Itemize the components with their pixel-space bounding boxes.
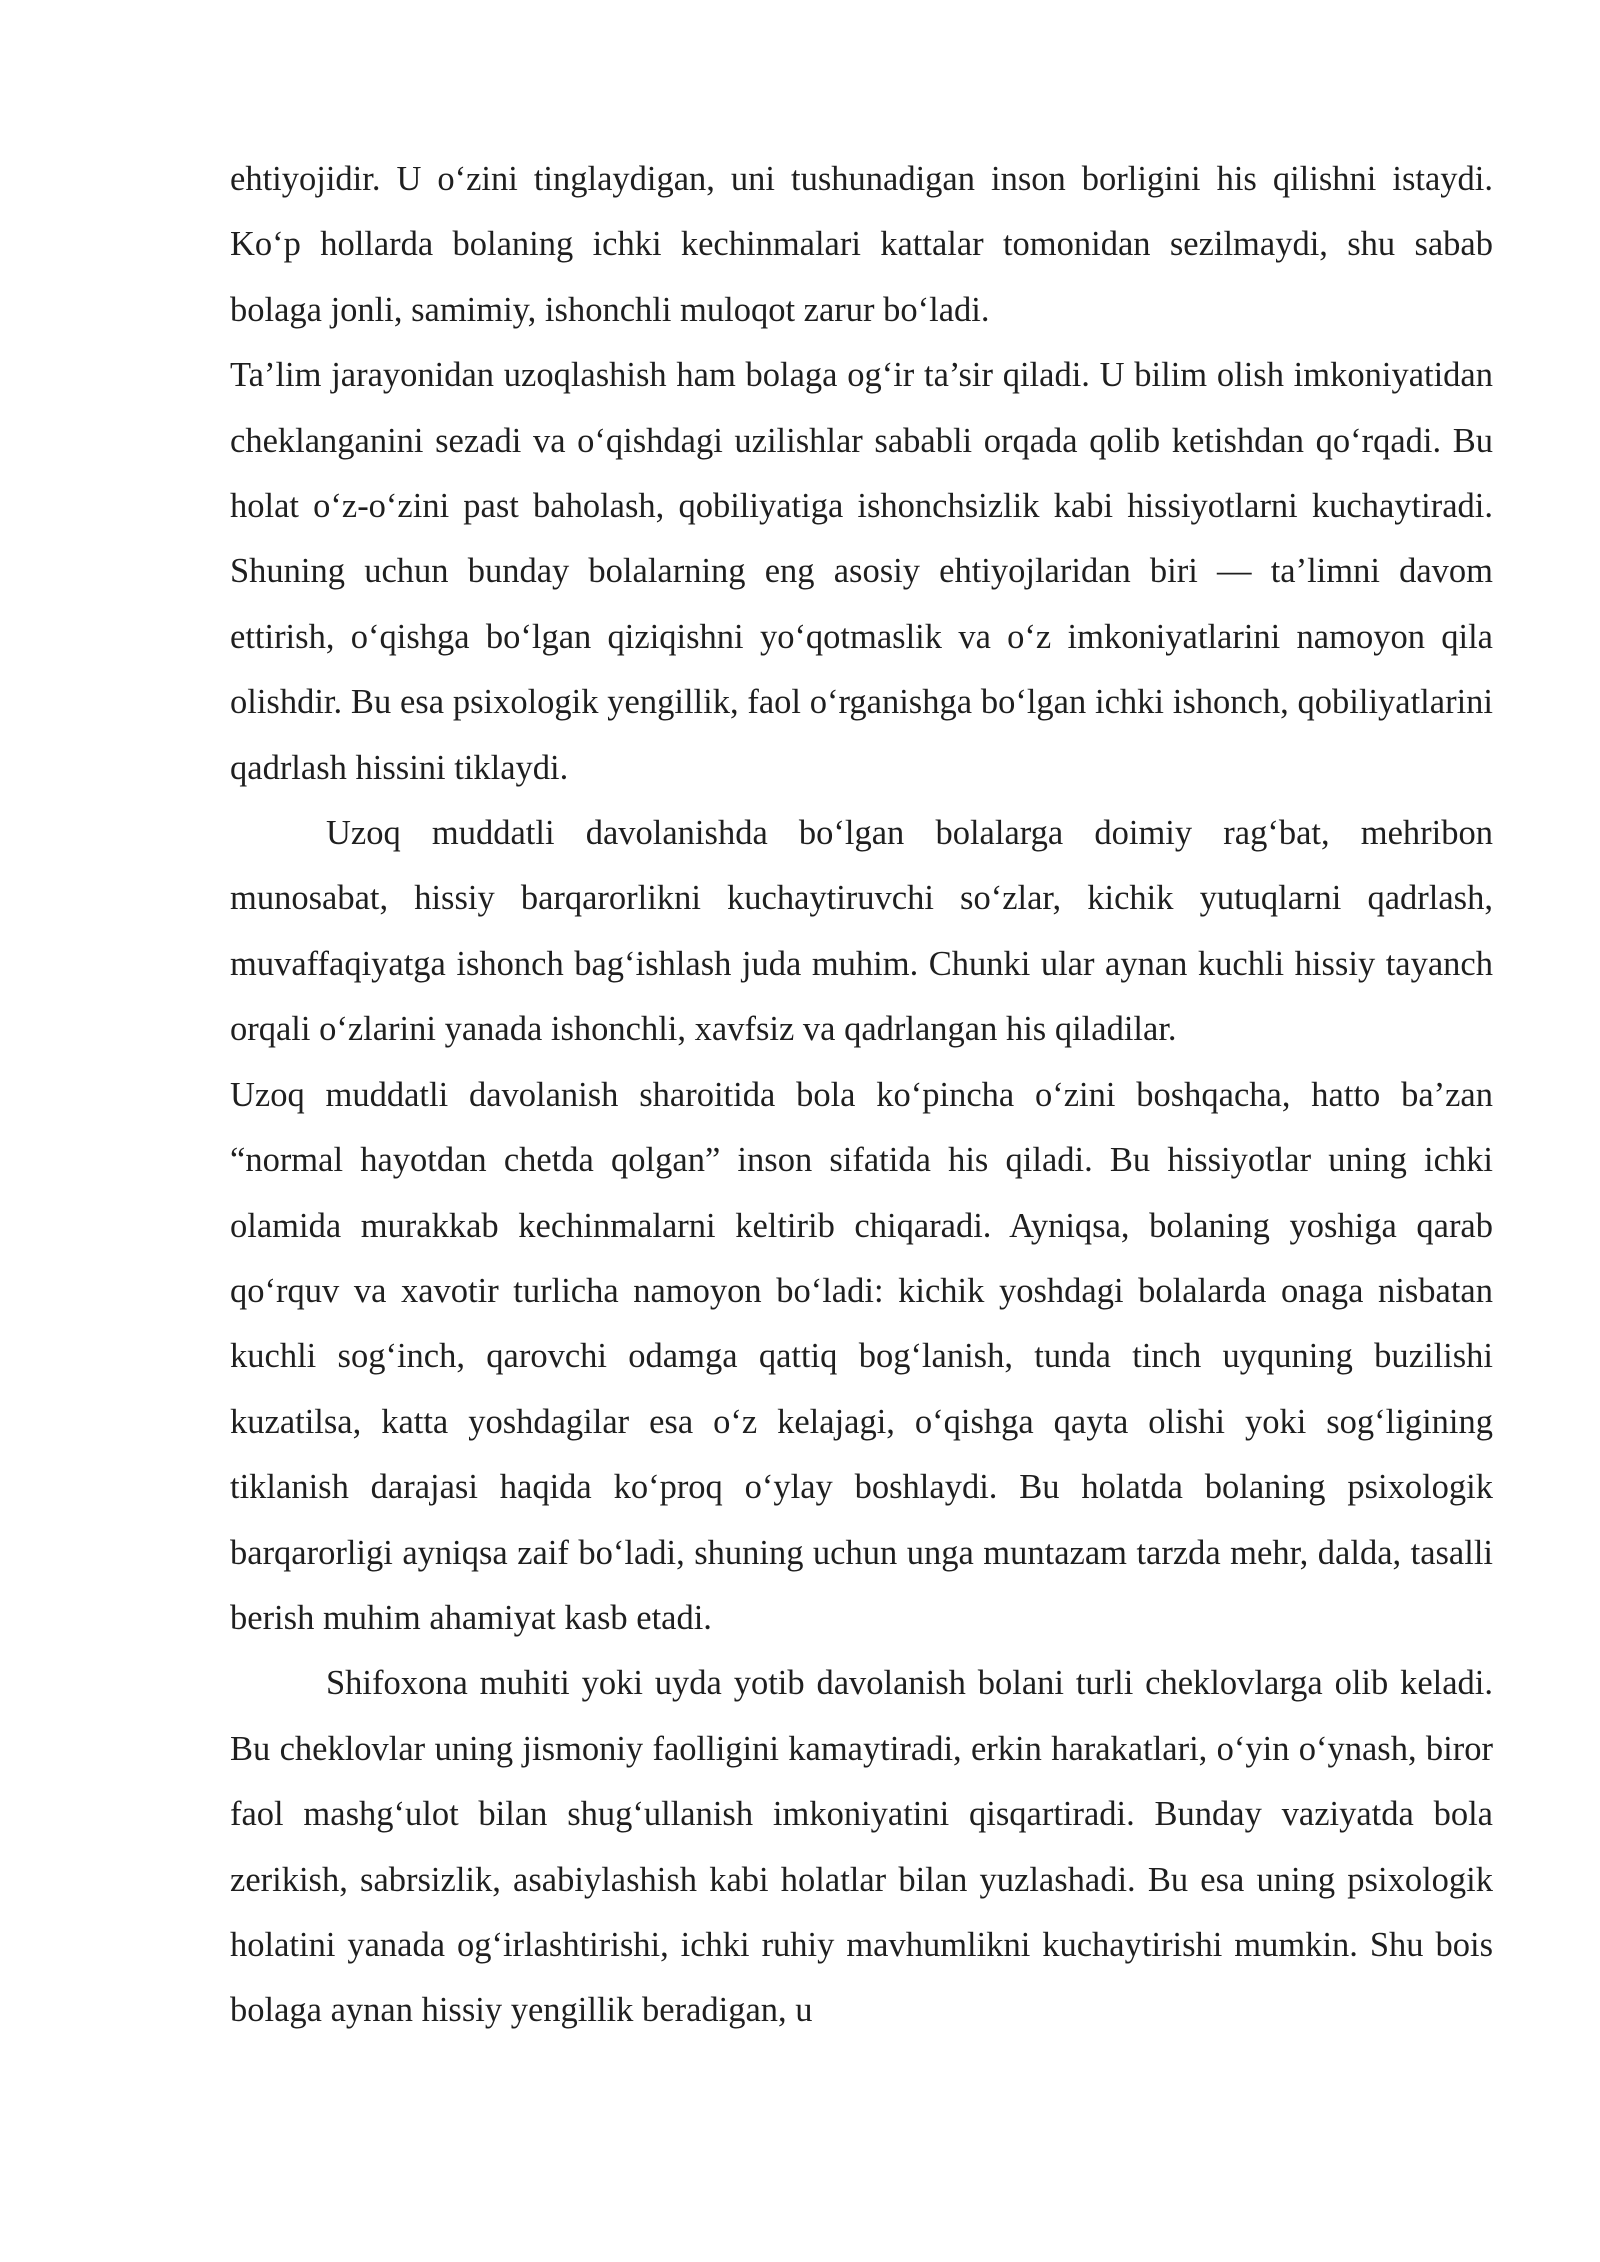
paragraph-5: Shifoxona muhiti yoki uyda yotib davolanish bolani turli cheklovlarga olib keladi. Bu cheklovlar uning jismoniy faolligini kamaytiradi, erkin harakatlari, o‘yin o‘ynash, biror faol mashg‘ulot bilan shug‘ullanish imkoniyatini qisqartiradi. Bunday vaziyatda bola zerikish, sabrsizlik, asabiylashish kabi holatlar bilan yuzlashadi. Bu esa uning psixologik holatini yanada og‘irlashtirishi, ichki ruhiy mavhumlikni kuchaytirishi mumkin. Shu bois bolaga aynan hissiy yengillik beradigan, u [230, 1664, 1493, 2030]
paragraph-3: Uzoq muddatli davolanishda bo‘lgan bolalarga doimiy rag‘bat, mehribon munosabat, hissiy barqarorlikni kuchaytiruvchi so‘zlar, kichik yutuqlarni qadrlash, muvaffaqiyatga ishonch bag‘ishlash juda muhim. Chunki ular aynan kuchli hissiy tayanch orqali o‘zlarini yanada ishonchli, xavfsiz va qadrlangan his qiladilar. [230, 814, 1493, 1049]
paragraph-4: Uzoq muddatli davolanish sharoitida bola ko‘pincha o‘zini boshqacha, hatto ba’zan “normal hayotdan chetda qolgan” inson sifatida his qiladi. Bu hissiyotlar uning ichki olamida murakkab kechinmalarni keltirib chiqaradi. Ayniqsa, bolaning yoshiga qarab qo‘rquv va xavotir turlicha namoyon bo‘ladi: kichik yoshdagi bolalarda onaga nisbatan kuchli sog‘inch, qarovchi odamga qattiq bog‘lanish, tunda tinch uyquning buzilishi kuzatilsa, katta yoshdagilar esa o‘z kelajagi, o‘qishga qayta olishi yoki sog‘ligining tiklanish darajasi haqida ko‘proq o‘ylay boshlaydi. Bu holatda bolaning psixologik barqarorligi ayniqsa zaif bo‘ladi, shuning uchun unga muntazam tarzda mehr, dalda, tasalli berish muhim ahamiyat kasb etadi. [230, 1075, 1493, 1637]
paragraph-1: ehtiyojidir. U o‘zini tinglaydigan, uni tushunadigan inson borligini his qilishni istaydi. Ko‘p hollarda bolaning ichki kechinmalari kattalar tomonidan sezilmaydi, shu sabab bolaga jonli, samimiy, ishonchli muloqot zarur bo‘ladi. [230, 160, 1493, 329]
document-body [230, 147, 1493, 2044]
paragraph-2: Ta’lim jarayonidan uzoqlashish ham bolaga og‘ir ta’sir qiladi. U bilim olish imkoniyatidan cheklanganini sezadi va o‘qishdagi uzilishlar sababli orqada qolib ketishdan qo‘rqadi. Bu holat o‘z-o‘zini past baholash, qobiliyatiga ishonchsizlik kabi hissiyotlarni kuchaytiradi. Shuning uchun bunday bolalarning eng asosiy ehtiyojlaridan biri — ta’limni davom ettirish, o‘qishga bo‘lgan qiziqishni yo‘qotmaslik va o‘z imkoniyatlarini namoyon qila olishdir. Bu esa psixologik yengillik, faol o‘rganishga bo‘lgan ichki ishonch, qobiliyatlarini qadrlash hissini tiklaydi. [230, 356, 1493, 787]
